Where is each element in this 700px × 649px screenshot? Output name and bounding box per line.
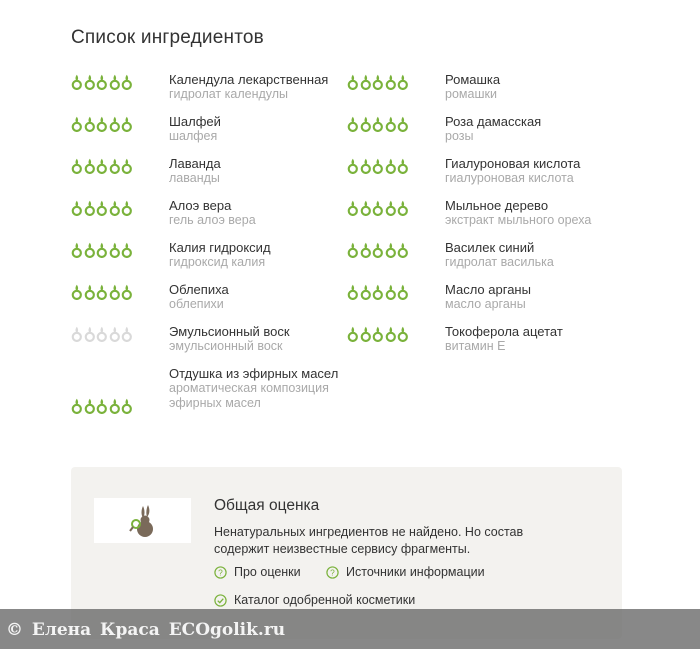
ingredient-name: Лаванда: [169, 156, 221, 171]
catalog-link[interactable]: [214, 593, 415, 607]
leaf-rating-icon: [397, 200, 409, 216]
ingredient-rating: [347, 74, 409, 90]
question-circle-icon: [214, 566, 227, 579]
leaf-rating-icon: [121, 200, 133, 216]
leaf-rating-icon: [347, 200, 359, 216]
leaf-rating-icon: [372, 74, 384, 90]
ingredient-source: шалфея: [169, 129, 218, 143]
leaf-rating-icon: [109, 158, 121, 174]
leaf-rating-icon: [84, 74, 96, 90]
ingredient-source: гиалуроновая кислота: [445, 171, 574, 185]
leaf-rating-icon: [385, 242, 397, 258]
question-circle-icon: [326, 566, 339, 579]
ingredient-source: экстракт мыльного ореха: [445, 213, 592, 227]
ingredient-name: Шалфей: [169, 114, 221, 129]
ingredient-rating: [71, 326, 133, 342]
ingredient-name: Ромашка: [445, 72, 501, 87]
ingredient-rating: [347, 326, 409, 342]
leaf-rating-icon: [121, 242, 133, 258]
leaf-rating-icon: [385, 284, 397, 300]
leaf-rating-icon: [372, 200, 384, 216]
ingredient-source: гидроксид калия: [169, 255, 266, 269]
leaf-rating-icon: [84, 326, 96, 342]
leaf-rating-icon: [360, 242, 372, 258]
svg-text:?: ?: [218, 567, 223, 578]
ingredient-rating: [71, 200, 133, 216]
leaf-rating-icon: [347, 242, 359, 258]
leaf-rating-icon: [109, 284, 121, 300]
leaf-rating-icon: [397, 116, 409, 132]
ingredient-rating: [71, 398, 133, 414]
catalog-label: Каталог одобренной косметики: [234, 593, 416, 607]
ingredient-source: облепихи: [169, 297, 224, 311]
ingredient-rating: [71, 74, 133, 90]
leaf-rating-icon: [71, 158, 83, 174]
ingredient-name: Токоферола ацетат: [445, 324, 563, 339]
sources-label: Источники информации: [346, 565, 485, 579]
leaf-rating-icon: [347, 74, 359, 90]
leaf-rating-icon: [360, 200, 372, 216]
ingredient-name: Алоэ вера: [169, 198, 232, 213]
leaf-rating-icon: [397, 242, 409, 258]
leaf-rating-icon: [96, 116, 108, 132]
leaf-rating-icon: [121, 326, 133, 342]
leaf-rating-icon: [121, 116, 133, 132]
leaf-rating-icon: [360, 74, 372, 90]
leaf-rating-icon: [372, 116, 384, 132]
leaf-rating-icon: [84, 284, 96, 300]
leaf-rating-icon: [109, 326, 121, 342]
watermark-bar: [0, 609, 700, 649]
watermark-text: © Елена Краса ECOgolik.ru: [6, 620, 286, 640]
summary-text: Ненатуральных ингредиентов не найдено. Но состав содержит неизвестные сервису фрагменты.: [214, 525, 524, 556]
ingredient-source: гель алоэ вера: [169, 213, 256, 227]
ingredient-source: гидролат василька: [445, 255, 554, 269]
leaf-rating-icon: [84, 398, 96, 414]
leaf-rating-icon: [109, 200, 121, 216]
ingredient-source: лаванды: [169, 171, 220, 185]
leaf-rating-icon: [109, 74, 121, 90]
leaf-rating-icon: [397, 158, 409, 174]
leaf-rating-icon: [96, 242, 108, 258]
ingredient-rating: [347, 242, 409, 258]
leaf-rating-icon: [96, 74, 108, 90]
ingredient-name: Календула лекарственная: [169, 72, 329, 87]
summary-title: Общая оценка: [214, 497, 320, 514]
leaf-rating-icon: [109, 116, 121, 132]
leaf-rating-icon: [84, 242, 96, 258]
ingredient-rating: [347, 284, 409, 300]
leaf-rating-icon: [96, 158, 108, 174]
leaf-rating-icon: [121, 398, 133, 414]
ingredient-source: масло арганы: [445, 297, 526, 311]
leaf-rating-icon: [385, 116, 397, 132]
leaf-rating-icon: [347, 284, 359, 300]
leaf-rating-icon: [121, 158, 133, 174]
leaf-rating-icon: [360, 284, 372, 300]
leaf-rating-icon: [71, 74, 83, 90]
ingredient-rating: [71, 116, 133, 132]
ingredient-name: Василек синий: [445, 240, 535, 255]
about-ratings-link[interactable]: [214, 565, 301, 579]
leaf-rating-icon: [121, 74, 133, 90]
leaf-rating-icon: [71, 326, 83, 342]
leaf-rating-icon: [397, 74, 409, 90]
ingredient-name: Гиалуроновая кислота: [445, 156, 581, 171]
leaf-rating-icon: [347, 326, 359, 342]
leaf-rating-icon: [121, 284, 133, 300]
ingredient-name: Мыльное дерево: [445, 198, 549, 213]
ingredient-rating: [347, 158, 409, 174]
ingredient-name: Отдушка из эфирных масел: [169, 366, 339, 381]
leaf-rating-icon: [360, 116, 372, 132]
leaf-rating-icon: [385, 158, 397, 174]
ingredient-rating: [71, 284, 133, 300]
ingredient-rating: [347, 200, 409, 216]
ingredient-name: Облепиха: [169, 282, 229, 297]
ingredient-rating: [347, 116, 409, 132]
ingredient-name: Роза дамасская: [445, 114, 542, 129]
ingredient-source: ромашки: [445, 87, 497, 101]
leaf-rating-icon: [347, 158, 359, 174]
leaf-rating-icon: [96, 200, 108, 216]
leaf-rating-icon: [96, 284, 108, 300]
leaf-rating-icon: [109, 242, 121, 258]
leaf-rating-icon: [71, 116, 83, 132]
leaf-rating-icon: [84, 116, 96, 132]
ingredient-name: Калия гидроксид: [169, 240, 271, 255]
leaf-rating-icon: [372, 284, 384, 300]
check-circle-icon: [214, 594, 227, 607]
ingredient-source: гидролат календулы: [169, 87, 289, 101]
svg-text:?: ?: [330, 567, 335, 578]
leaf-rating-icon: [96, 326, 108, 342]
ingredient-source: витамин Е: [445, 339, 506, 353]
leaf-rating-icon: [385, 200, 397, 216]
leaf-rating-icon: [71, 242, 83, 258]
ingredient-source: розы: [445, 129, 474, 143]
leaf-rating-icon: [397, 284, 409, 300]
leaf-rating-icon: [397, 326, 409, 342]
leaf-rating-icon: [71, 398, 83, 414]
about-ratings-label: Про оценки: [234, 565, 301, 579]
ingredient-name: Масло арганы: [445, 282, 531, 297]
page-title: Список ингредиентов: [71, 27, 264, 48]
leaf-rating-icon: [84, 158, 96, 174]
rabbit-logo-icon: [124, 502, 162, 540]
ingredient-source: эмульсионный воск: [169, 339, 283, 353]
ingredient-name: Эмульсионный воск: [169, 324, 290, 339]
leaf-rating-icon: [71, 200, 83, 216]
leaf-rating-icon: [385, 326, 397, 342]
leaf-rating-icon: [347, 116, 359, 132]
leaf-rating-icon: [84, 200, 96, 216]
leaf-rating-icon: [360, 158, 372, 174]
leaf-rating-icon: [372, 326, 384, 342]
logo: [94, 498, 191, 543]
leaf-rating-icon: [96, 398, 108, 414]
ingredient-source: ароматическая композиция эфирных масел: [169, 381, 329, 410]
leaf-rating-icon: [372, 158, 384, 174]
sources-link[interactable]: [326, 565, 485, 579]
leaf-rating-icon: [71, 284, 83, 300]
leaf-rating-icon: [360, 326, 372, 342]
ingredient-rating: [71, 242, 133, 258]
leaf-rating-icon: [385, 74, 397, 90]
leaf-rating-icon: [372, 242, 384, 258]
leaf-rating-icon: [109, 398, 121, 414]
ingredient-rating: [71, 158, 133, 174]
